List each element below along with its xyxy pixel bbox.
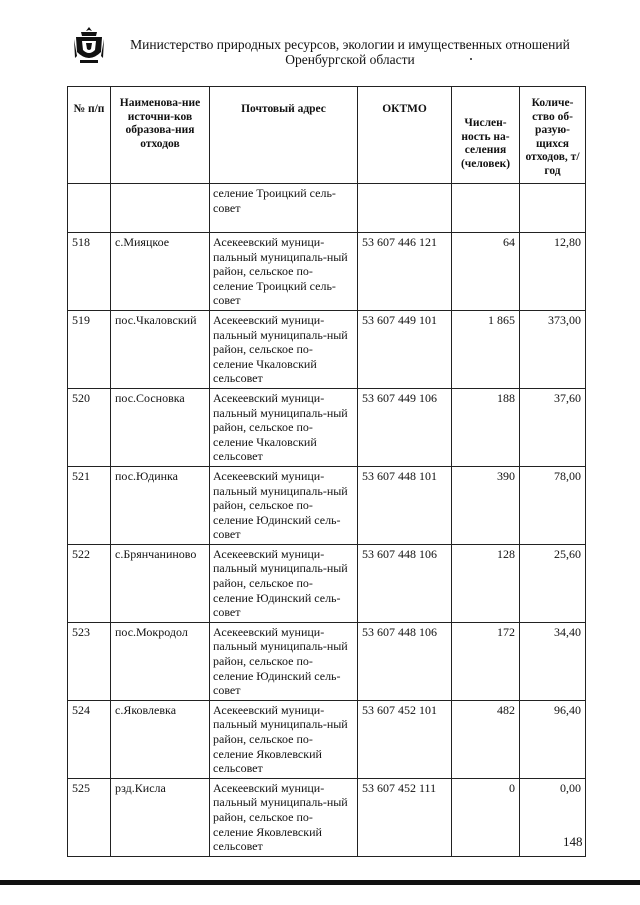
cell-oktmo: 53 607 452 111	[358, 778, 452, 856]
cell-number: 524	[68, 700, 111, 778]
cell-waste-amount: 78,00	[520, 466, 586, 544]
cell-source-name: с.Яковлевка	[111, 700, 210, 778]
cell-number: 522	[68, 544, 111, 622]
table-row	[68, 388, 586, 466]
cell-population: 0	[452, 778, 520, 856]
cell-waste-amount: 96,40	[520, 700, 586, 778]
table-row	[68, 544, 586, 622]
cell-waste-amount: 0,00	[520, 778, 586, 856]
cell-population: 172	[452, 622, 520, 700]
scan-artifact	[470, 58, 472, 60]
cell-waste-amount: 25,60	[520, 544, 586, 622]
header-title-line1: Министерство природных ресурсов, экологии и имущественных отношений	[130, 37, 570, 52]
cell-population: 482	[452, 700, 520, 778]
cell-oktmo: 53 607 448 106	[358, 544, 452, 622]
cell-address: Асекеевский муници-пальный муниципаль-ный район, сельское по-селение Чкаловский сельсовет	[210, 310, 358, 388]
cell-population	[452, 184, 520, 233]
cell-waste-amount: 34,40	[520, 622, 586, 700]
cell-source-name: пос.Чкаловский	[111, 310, 210, 388]
cell-number: 519	[68, 310, 111, 388]
table-header-row	[68, 87, 586, 184]
scan-bottom-border	[0, 880, 640, 885]
cell-number	[68, 184, 111, 233]
col-header-number: № п/п	[68, 87, 111, 184]
cell-number: 521	[68, 466, 111, 544]
cell-waste-amount: 37,60	[520, 388, 586, 466]
ministry-header	[120, 37, 580, 67]
cell-oktmo	[358, 184, 452, 233]
table-row	[68, 700, 586, 778]
cell-source-name: пос.Мокродол	[111, 622, 210, 700]
col-header-waste-amount: Количе-ство об-разую-щихся отходов, т/год	[520, 87, 586, 184]
table-row	[68, 233, 586, 311]
col-header-address: Почтовый адрес	[210, 87, 358, 184]
cell-address: селение Троицкий сель-совет	[210, 184, 358, 233]
table-row-continuation	[68, 184, 586, 233]
cell-number: 518	[68, 233, 111, 311]
cell-waste-amount: 373,00	[520, 310, 586, 388]
cell-number: 525	[68, 778, 111, 856]
cell-population: 390	[452, 466, 520, 544]
table-row	[68, 622, 586, 700]
cell-address: Асекеевский муници-пальный муниципаль-ный район, сельское по-селение Троицкий сель-совет	[210, 233, 358, 311]
cell-source-name: пос.Юдинка	[111, 466, 210, 544]
cell-oktmo: 53 607 448 106	[358, 622, 452, 700]
col-header-source-name: Наименова-ние источни-ков образова-ния отходов	[111, 87, 210, 184]
cell-source-name: рзд.Кисла	[111, 778, 210, 856]
cell-oktmo: 53 607 449 101	[358, 310, 452, 388]
col-header-oktmo: ОКТМО	[358, 87, 452, 184]
cell-population: 64	[452, 233, 520, 311]
cell-address: Асекеевский муници-пальный муниципаль-ный район, сельское по-селение Чкаловский сельсовет	[210, 388, 358, 466]
coat-of-arms-emblem	[72, 26, 106, 66]
cell-population: 128	[452, 544, 520, 622]
header-title-line2: Оренбургской области	[285, 52, 415, 67]
waste-sources-table	[67, 86, 586, 857]
table-row	[68, 310, 586, 388]
cell-waste-amount	[520, 184, 586, 233]
cell-waste-amount: 12,80	[520, 233, 586, 311]
cell-address: Асекеевский муници-пальный муниципаль-ный район, сельское по-селение Яковлевский сельсовет	[210, 700, 358, 778]
cell-address: Асекеевский муници-пальный муниципаль-ный район, сельское по-селение Юдинский сель-совет	[210, 466, 358, 544]
cell-address: Асекеевский муници-пальный муниципаль-ный район, сельское по-селение Юдинский сель-совет	[210, 622, 358, 700]
cell-oktmo: 53 607 446 121	[358, 233, 452, 311]
cell-source-name	[111, 184, 210, 233]
col-header-population: Числен-ность на-селения (человек)	[452, 87, 520, 184]
cell-address: Асекеевский муници-пальный муниципаль-ный район, сельское по-селение Юдинский сель-совет	[210, 544, 358, 622]
table-row	[68, 466, 586, 544]
cell-source-name: пос.Сосновка	[111, 388, 210, 466]
page-number: 148	[563, 834, 583, 849]
cell-population: 188	[452, 388, 520, 466]
cell-number: 523	[68, 622, 111, 700]
cell-address: Асекеевский муници-пальный муниципаль-ный район, сельское по-селение Яковлевский сельсовет	[210, 778, 358, 856]
table-row	[68, 778, 586, 856]
cell-population: 1 865	[452, 310, 520, 388]
cell-oktmo: 53 607 449 106	[358, 388, 452, 466]
cell-source-name: с.Мияцкое	[111, 233, 210, 311]
cell-number: 520	[68, 388, 111, 466]
cell-oktmo: 53 607 448 101	[358, 466, 452, 544]
cell-source-name: с.Брянчаниново	[111, 544, 210, 622]
cell-oktmo: 53 607 452 101	[358, 700, 452, 778]
